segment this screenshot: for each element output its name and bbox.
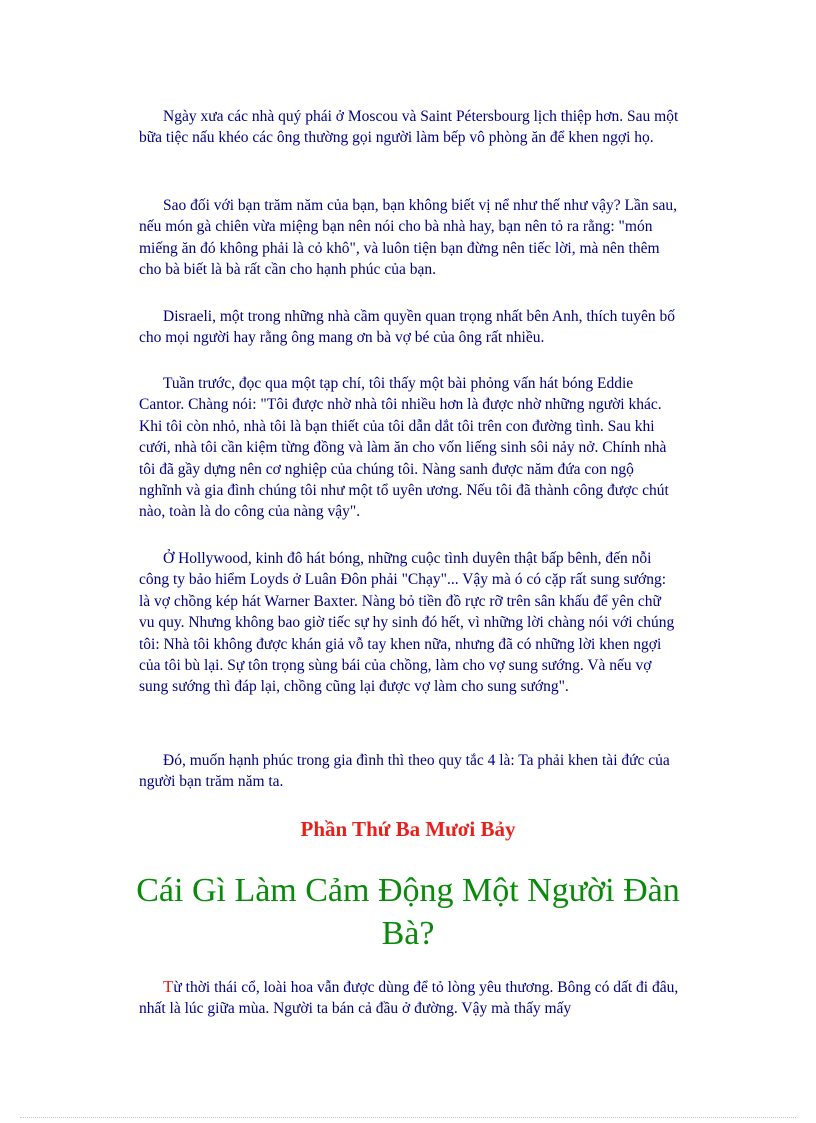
paragraph: Tuần trước, đọc qua một tạp chí, tôi thấy một bài phỏng vấn hát bóng Eddie Cantor. Chàng nói: "Tôi được nhờ nhà tôi nhiều hơn là được nhờ những người khác. Khi tôi còn nhỏ, nhà tôi là bạn thiết của tôi dẫn dắt tôi trên con đường tình. Sau khi cưới, nhà tôi cần kiệm từng đồng và làm ăn cho vốn liếng sinh sôi nảy nở. Chính nhà tôi đã gầy dựng nên cơ nghiệp của chúng tôi. Nàng sanh được năm đứa con ngộ nghĩnh và gia đình chúng tôi như một tổ uyên ương. Nếu tôi đã thành công được chút nào, toàn là do công của nàng vậy". — [139, 375, 669, 521]
final-paragraph-text: ừ thời thái cổ, loài hoa vẫn được dùng để tỏ lòng yêu thương. Bông có dất đi đâu, nhất là lúc giữa mùa. Người ta bán cả đầu ở đường. Vậy mà thấy mấy — [139, 979, 679, 1018]
final-paragraph — [139, 976, 679, 1020]
paragraph: Sao đối với bạn trăm năm của bạn, bạn không biết vị nể như thế như vậy? Lần sau, nếu món gà chiên vừa miệng bạn nên nói cho bà nhà hay, bạn nên tỏ ra rằng: "món miếng ăn đó không phải là cỏ khô", và luôn tiện bạn đừng nên tiếc lời, mà nên thêm cho bà biết là bà rất cần cho hạnh phúc của bạn. — [139, 197, 677, 279]
paragraph: Ngày xưa các nhà quý phái ở Moscou và Saint Pétersbourg lịch thiệp hơn. Sau một bữa tiệc nấu khéo các ông thường gọi người làm bếp vô phòng ăn để khen ngợi họ. — [139, 108, 679, 147]
part-title: Phần Thứ Ba Mươi Bảy — [300, 817, 516, 841]
paragraph: Đó, muốn hạnh phúc trong gia đình thì theo quy tắc 4 là: Ta phải khen tài đức của người bạn trăm năm ta. — [139, 752, 670, 791]
page-bottom-divider — [20, 1117, 796, 1118]
paragraph: Disraeli, một trong những nhà cầm quyền quan trọng nhất bên Anh, thích tuyên bố cho mọi người hay rằng ông mang ơn bà vợ bé của ông rất nhiều. — [139, 308, 676, 347]
paragraph: Ở Hollywood, kinh đô hát bóng, những cuộc tình duyên thật bấp bênh, đến nỗi công ty bảo hiểm Loyds ở Luân Đôn phải "Chạy"... Vậy mà ó có cặp rất sung sướng: là vợ chồng kép hát Warner Baxter. Nàng bỏ tiền đồ rực rỡ trên sân khấu để yên chữ vu quy. Nhưng không bao giờ tiếc sự hy sinh đó hết, vì những lời chàng nói với chúng tôi: Nhà tôi không được khán giả vỗ tay khen nữa, nhưng đã có những lời khen ngợi của tôi bù lại. Sự tôn trọng sùng bái của chồng, làm cho vợ sung sướng. Và nếu vợ sung sướng thì đáp lại, chồng cũng lại được vợ làm cho sung sướng". — [139, 550, 675, 696]
drop-cap: T — [163, 977, 174, 996]
chapter-title: Cái Gì Làm Cảm Động Một Người Đàn Bà? — [136, 872, 680, 952]
